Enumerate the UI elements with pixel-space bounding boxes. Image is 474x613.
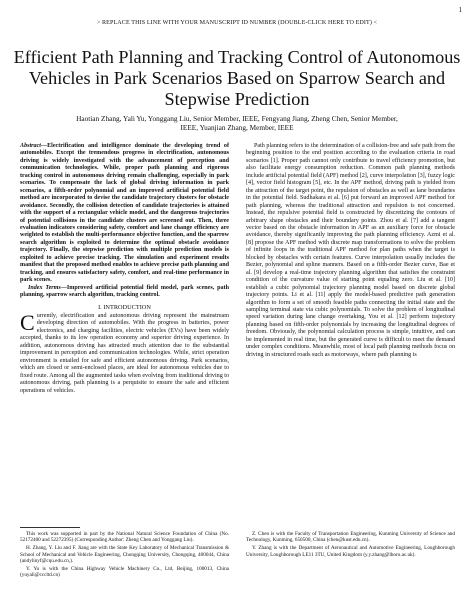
section-heading: I. INTRODUCTION — [98, 303, 151, 311]
footnote-divider — [20, 527, 80, 528]
manuscript-id-header[interactable]: > REPLACE THIS LINE WITH YOUR MANUSCRIPT ID NUMBER (DOUBLE-CLICK HERE TO EDIT) < — [96, 20, 378, 26]
intro-text: urrently, electrification and autonomous driving represent the mainstream developing direction of automobiles. With the progress in batteries, power electronics, and charging facilities, electric vehicles (EVs) have been widely accepted, thanks to its low operation economy and superior driving experience. In addition, autonomous driving has attracted much attention due to the substantial improvement in perception and communication technologies. While, strict operation environment is entailed for safe and efficient autonomous driving. Park scenarios, which are closed or semi-enclosed places, are ideal for autonomous vehicles due to fixed route. Among all the augmented tasks when evolving from traditional driving to autonomous driving, path planning is a perquisite to ensure the safe and efficient operations of vehicles. — [20, 312, 230, 394]
footnote-affiliation-1: H. Zhang, Y. Liu and F. Jiang are with the State Key Laboratory of Mechanical Transmission & School of Mechanical and Vehicle Engineering, Chongqing University, Chongqing, 400044, China (andylinyf@cqu.edu.cn,). — [20, 545, 229, 565]
abstract-text: —Electrification and intelligence dominate the developing trend of automobiles. Except the tremendous progress in electrification, autonomous driving is widely investigated with the advancement of perception and communication technologies. While, proper path planning and rigorous tracking control in autonomous driving remain challenging, especially in park scenarios. To compensate the lack of global driving information in park scenarios, a fifth-order polynomial and an improved artificial potential field method are incorporated to devise the candidate trajectory clusters for obstacle avoidance. Secondly, the collision detection of candidate trajectories is attained with the support of a rectangular vehicle model, and the dangerous trajectories of potential collisions in the candidate clusters are screened out. Then, three evaluation indicators considering safety, comfort and lane change efficiency are weighted to establish the multi-performance objective function, and the sparrow search algorithm is exploited to determine the optimal obstacle avoidance trajectory. Finally, the stepwise prediction with multiple prediction models is exploited to achieve precise tracking. The simulation and experiment results manifest that the proposed method enables to achieve precise path planning and tracking, and ensures satisfactory safety, comfort, and real-time performance in park scenes. — [20, 143, 229, 284]
footnote-affiliation-4: Y. Zhang is with the Department of Aeronautical and Automotive Engineering, Loughborough University, Loughborough LE11 3TU, United Kingdom (y.y.zhang@lboro.ac.uk). — [246, 545, 455, 558]
footnotes-right — [246, 531, 455, 560]
abstract-lead: Abstract — [20, 143, 41, 149]
right-column — [246, 143, 455, 359]
right-column-paragraph: Path planning refers to the determination of a collision-free and safe path from the beginning position to the end position according to the evaluation criteria in road scenarios [1]. Proper path cannot only contribute to travel efficiency promotion, but also facilitate energy consumption reduction. Common path planning methods include artificial potential field (APF) method [2], curve interpolation [3], fuzzy logic [4], vector field histogram [5], etc. In the APF method, driving path is yielded from the attraction of the target point, the repulsion of obstacles as well as lane boundaries in the potential field. Sudhakara et al. [6] put forward an improved APF method for path planning, whereas the traditional attraction and repulsion is not concerned. Instead, the repulsive potential field is constructed by discretizing the contours of arbitrary shape obstacles and their boundary points. Zhou et al. [7] add a tangent vector based on the obstacle information in APF as an auxiliary force for obstacle avoidance, thereby significantly improving the path planning efficiency. Azmi et al. [8] propose the APF method with discrete map transformations to solve the problem of infinite loops in the traditional APF method for plan paths when the target is blocked by obstacles with certain features. Curve interpolation usually includes the Bezier, polynomial and spline manners. Based on a fifth-order Bezier curve, Bae et al. [9] develop a real-time trajectory planning algorithm that satisfies the constraint condition of the curvature value of starting point equaling zero. Liu et al. [10] establish a cubic polynomial trajectory planning model based on discrete global trajectory points. Li et al. [11] apply the model-based predictive path generation algorithm to form a set of smooth feasible paths connecting the initial state and the sampling terminal state via cubic polynomials. To solve the problem of longitudinal speed variation during lane change overtaking, You et al. [12] perform trajectory planning based on fifth-order polynomials by increasing the longitudinal degrees of freedom. Obviously, the polynomial calculation process is simple, intuitive, and can be implemented in real time, but the generated curve is difficult to meet the demand under complex conditions. Meanwhile, most of local path planning methods focus on driving in structured roads such as motorways, where path planning is — [246, 143, 455, 358]
drop-cap: C — [20, 309, 35, 335]
page-number: 1 — [458, 6, 462, 14]
intro-paragraph — [20, 309, 230, 395]
paper-title: Efficient Path Planning and Tracking Control of Autonomous Vehicles in Park Scenarios Based on Sparrow Search and Stepwise Prediction — [13, 47, 461, 109]
footnotes-left — [20, 531, 229, 580]
author-list — [18, 114, 456, 132]
author-line-1: Haotian Zhang, Yali Yu, Yonggang Liu, Senior Member, IEEE, Fengyang Jiang, Zheng Chen, Senior Member, — [76, 114, 398, 123]
footnote-funding: This work was supported in part by the National Natural Science Foundation of China (No. 52172400 and 52272395) (Corresponding Author: Zheng Chen and Yonggang Liu). — [20, 531, 229, 544]
index-terms-lead: Index Terms — [28, 284, 61, 291]
footnote-affiliation-2: Y. Yu is with the China Highway Vehicle Machinery Co., Ltd, Beijing, 100013, China (yuyali@cccltd.cn) — [20, 566, 229, 579]
index-terms-text: —Improved artificial potential field model, park scenes, path planning, sparrow search algorithm, tracking control. — [20, 284, 230, 299]
left-column — [20, 143, 229, 395]
footnote-affiliation-3: Z. Chen is with the Faculty of Transportation Engineering, Kunming University of Science and Technology, Kunming, 650500, China (chen@kust.edu.cn). — [246, 531, 455, 544]
author-line-2: IEEE, Yuanjian Zhang, Member, IEEE — [180, 123, 294, 133]
index-terms — [20, 285, 229, 300]
abstract — [20, 143, 229, 285]
